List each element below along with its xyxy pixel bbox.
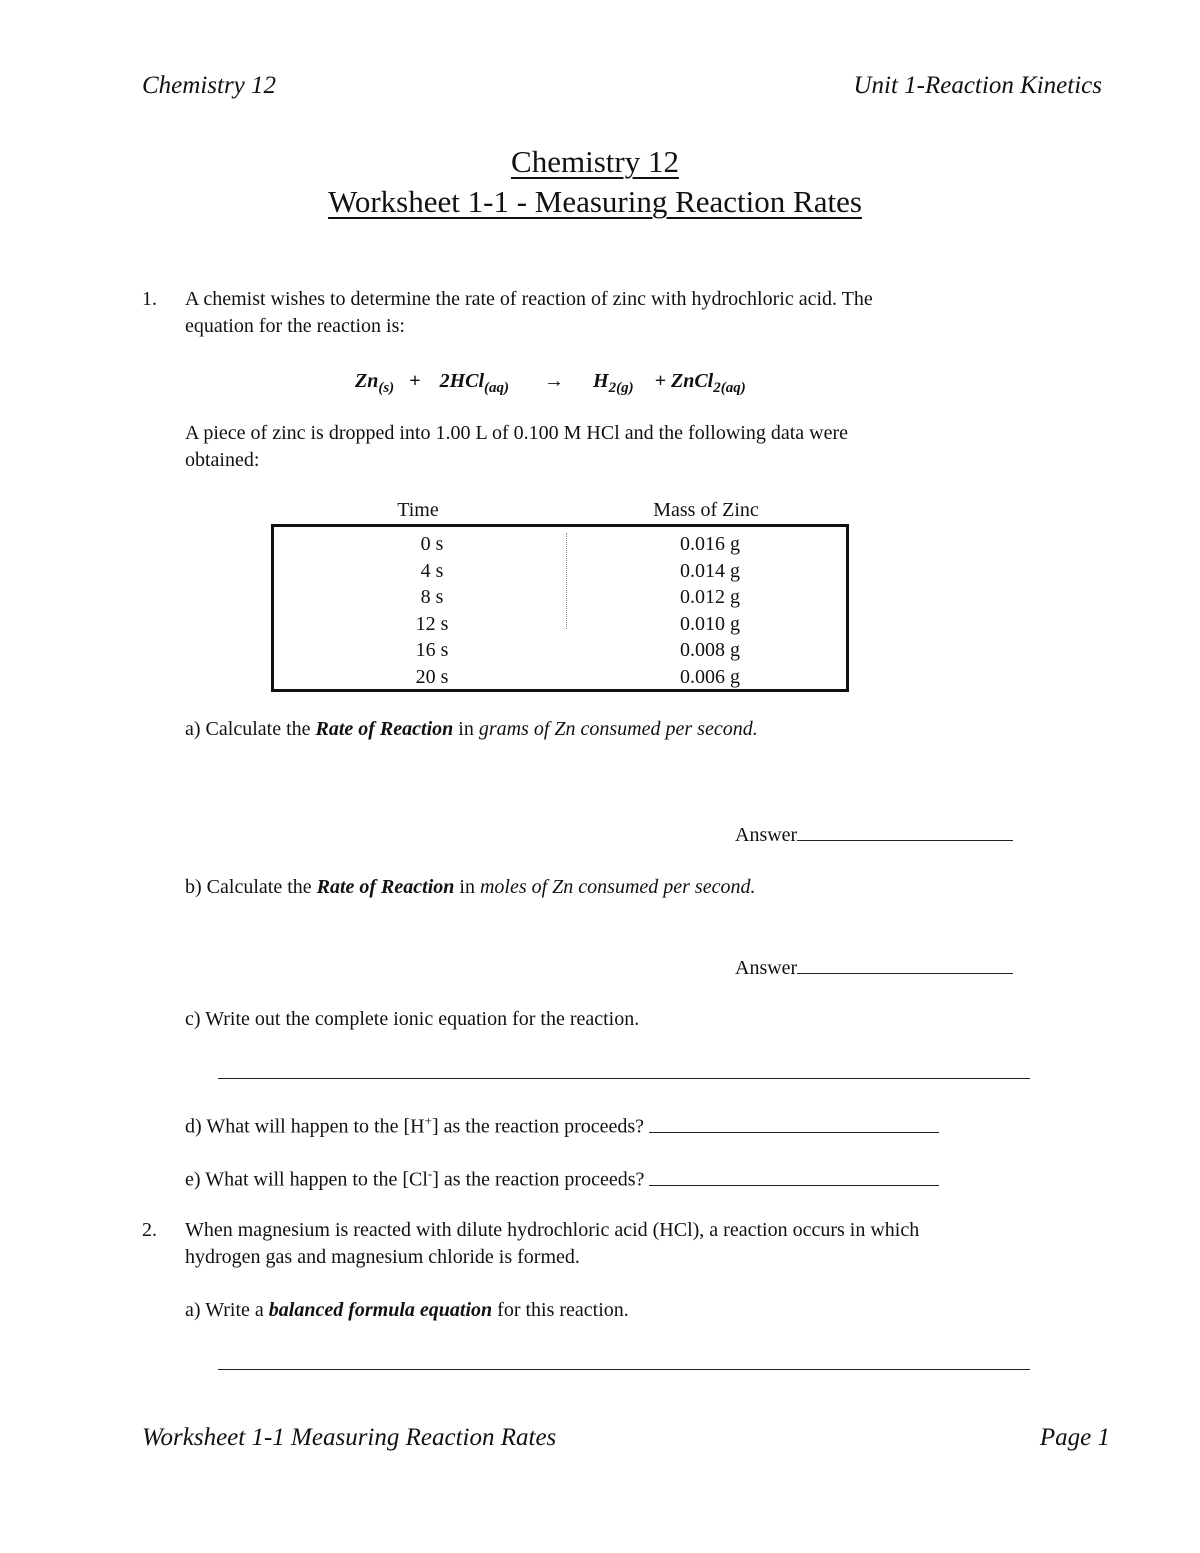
q1a-answer-row [735, 822, 1013, 847]
q1c-label: c) [185, 1008, 201, 1030]
q2a-answer-line[interactable] [218, 1369, 1030, 1370]
table-cell-time: 4 s [420, 559, 444, 582]
q1b-prompt [185, 876, 755, 899]
q1d-sup: + [424, 1113, 432, 1128]
q1-number: 1. [142, 288, 157, 310]
eq-h2: H [593, 370, 609, 392]
header-unit: Unit 1-Reaction Kinetics [853, 72, 1102, 99]
q2a-post: for this reaction. [492, 1299, 629, 1321]
q1a-label: a) [185, 718, 201, 740]
q2a-label: a) [185, 1299, 201, 1321]
eq-zn: Zn [355, 370, 379, 392]
q1a-pre: Calculate the [205, 718, 316, 740]
eq-h2-sub: 2(g) [608, 380, 634, 396]
table-cell-mass: 0.014 g [680, 559, 740, 582]
table-cell-time: 12 s [415, 612, 449, 635]
q1a-italic: grams of Zn consumed per second. [478, 718, 758, 740]
data-table [271, 524, 849, 692]
header-course: Chemistry 12 [142, 72, 277, 99]
q2a-prompt [185, 1299, 629, 1322]
q1b-answer-row [735, 955, 1013, 980]
q1c-answer-line[interactable] [218, 1078, 1030, 1079]
q1-data-line1: A piece of zinc is dropped into 1.00 L of 0.100 M HCl and the following data were [185, 422, 848, 444]
q2-number: 2. [142, 1219, 157, 1241]
table-cell-time: 0 s [420, 533, 444, 555]
q1b-mid: in [454, 876, 480, 898]
q1a-answer-blank[interactable] [797, 822, 1013, 841]
q1b-answer-label: Answer [735, 957, 798, 979]
eq-zn-state: (s) [378, 380, 395, 396]
table-divider [566, 533, 567, 629]
footer-title: Worksheet 1-1 Measuring Reaction Rates [142, 1424, 557, 1451]
q1a-mid: in [453, 718, 479, 740]
table-cell-mass: 0.008 g [680, 639, 740, 661]
eq-hcl-state: (aq) [484, 380, 510, 396]
eq-zncl2: ZnCl [671, 370, 714, 392]
q2-line2: hydrogen gas and magnesium chloride is formed. [185, 1246, 580, 1268]
q1b-label: b) [185, 876, 202, 898]
q1e-label: e) [185, 1168, 201, 1191]
footer-page-number: Page 1 [1039, 1424, 1110, 1451]
q1-data-line2: obtained: [185, 449, 260, 471]
table-cell-mass: 0.016 g [680, 533, 740, 555]
q1d-prompt [185, 1113, 939, 1139]
q1-intro-line2: equation for the reaction is: [185, 315, 405, 337]
eq-plus2: + [654, 370, 666, 392]
q1a-bold: Rate of Reaction [315, 718, 454, 740]
q1b-pre: Calculate the [206, 876, 317, 898]
q2a-pre: Write a [205, 1299, 269, 1321]
q2a-bold: balanced formula equation [268, 1299, 493, 1321]
q1e-sup: - [427, 1166, 433, 1181]
q1b-answer-blank[interactable] [797, 955, 1013, 974]
table-cell-mass: 0.006 g [680, 665, 740, 688]
table-cell-mass: 0.012 g [680, 586, 740, 608]
q1-intro-line1: A chemist wishes to determine the rate of reaction of zinc with hydrochloric acid. The [185, 288, 873, 310]
q1e-answer-blank[interactable] [649, 1167, 939, 1186]
q1d-pre: What will happen to the [H [206, 1115, 425, 1138]
table-cell-time: 8 s [420, 586, 444, 608]
eq-arrow: → [544, 370, 565, 392]
title-line1: Chemistry 12 [511, 144, 679, 179]
q1a-prompt [185, 718, 758, 741]
table-cell-time: 20 s [415, 665, 449, 688]
table-header-mass: Mass of Zinc [653, 499, 759, 521]
eq-hcl: 2HCl [439, 370, 485, 392]
eq-zncl2-sub: 2(aq) [713, 380, 746, 396]
eq-plus1: + [409, 370, 421, 392]
q1a-answer-label: Answer [735, 824, 798, 846]
q1e-pre: What will happen to the [Cl [205, 1168, 428, 1191]
q1d-post: ] as the reaction proceeds? [431, 1115, 645, 1138]
q1b-bold: Rate of Reaction [316, 876, 455, 898]
q1e-prompt [185, 1166, 939, 1192]
q1e-post: ] as the reaction proceeds? [432, 1168, 645, 1191]
q1c-prompt [185, 1008, 639, 1031]
q1d-label: d) [185, 1115, 202, 1138]
table-cell-time: 16 s [415, 639, 449, 661]
q1c-text: Write out the complete ionic equation for the reaction. [205, 1008, 640, 1030]
reaction-equation [355, 370, 746, 397]
q2-line1: When magnesium is reacted with dilute hydrochloric acid (HCl), a reaction occurs in which [185, 1219, 920, 1241]
q1b-italic: moles of Zn consumed per second. [479, 876, 756, 898]
table-cell-mass: 0.010 g [680, 612, 740, 635]
q1d-answer-blank[interactable] [649, 1114, 939, 1133]
table-header-time: Time [397, 499, 439, 521]
title-line2: Worksheet 1-1 - Measuring Reaction Rates [328, 184, 862, 219]
